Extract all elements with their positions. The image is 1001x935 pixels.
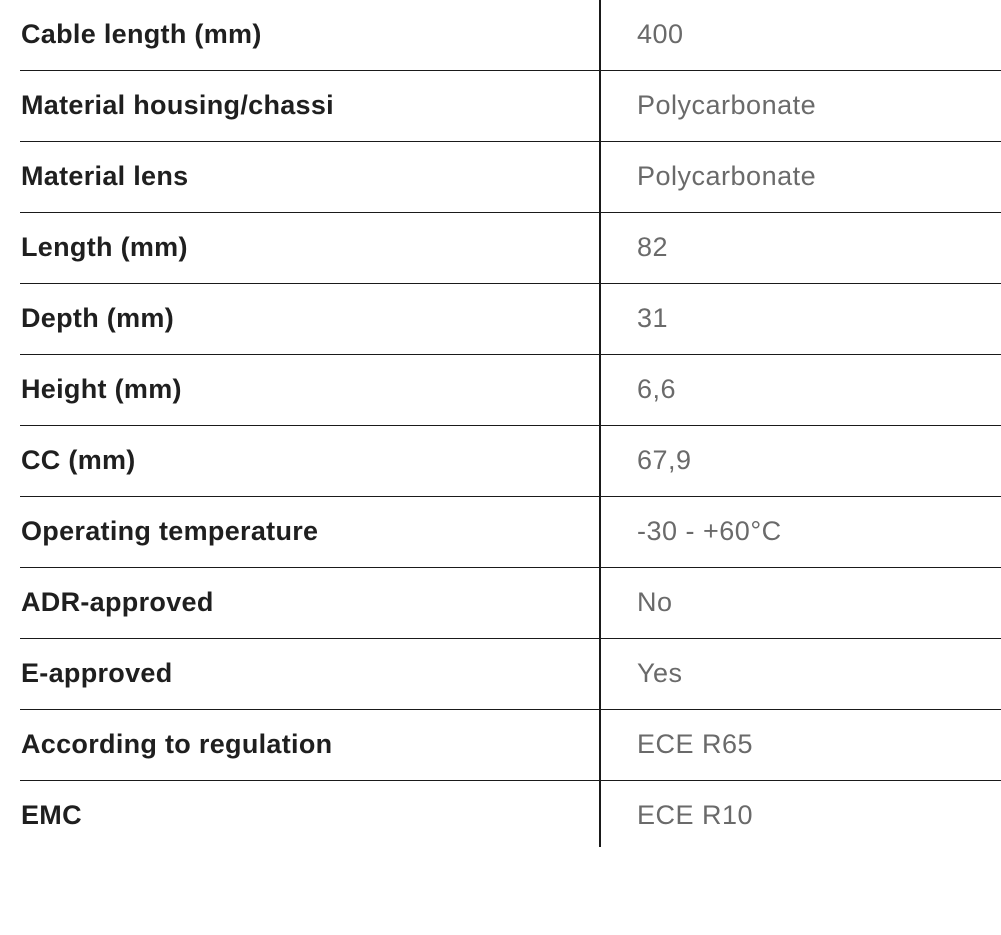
spec-row-material-lens bbox=[20, 142, 1001, 213]
spec-value: No bbox=[637, 587, 673, 617]
spec-value: Polycarbonate bbox=[637, 90, 817, 120]
spec-value: ECE R65 bbox=[637, 729, 754, 759]
spec-row-operating-temperature bbox=[20, 497, 1001, 568]
spec-row-e-approved bbox=[20, 639, 1001, 710]
spec-label: Material lens bbox=[21, 161, 189, 191]
spec-value: Yes bbox=[637, 658, 683, 688]
spec-value: 31 bbox=[637, 303, 669, 333]
spec-row-material-housing bbox=[20, 71, 1001, 142]
spec-label: EMC bbox=[21, 800, 82, 830]
spec-row-adr-approved bbox=[20, 568, 1001, 639]
spec-label: Height (mm) bbox=[21, 374, 182, 404]
spec-row-emc bbox=[20, 781, 1001, 852]
spec-row-length bbox=[20, 213, 1001, 284]
spec-label: Depth (mm) bbox=[21, 303, 174, 333]
spec-row-regulation bbox=[20, 710, 1001, 781]
spec-label: Cable length (mm) bbox=[21, 19, 262, 49]
spec-label: According to regulation bbox=[21, 729, 333, 759]
spec-label: CC (mm) bbox=[21, 445, 136, 475]
spec-label: ADR-approved bbox=[21, 587, 214, 617]
spec-row-depth bbox=[20, 284, 1001, 355]
spec-label: Material housing/chassi bbox=[21, 90, 334, 120]
spec-value: ECE R10 bbox=[637, 800, 754, 830]
spec-row-cable-length bbox=[20, 0, 1001, 71]
spec-value: -30 - +60°C bbox=[637, 516, 782, 546]
spec-label: Operating temperature bbox=[21, 516, 319, 546]
spec-label: E-approved bbox=[21, 658, 173, 688]
spec-value: 400 bbox=[637, 19, 684, 49]
spec-row-height bbox=[20, 355, 1001, 426]
spec-value: Polycarbonate bbox=[637, 161, 817, 191]
spec-label: Length (mm) bbox=[21, 232, 188, 262]
spec-table bbox=[20, 0, 1001, 852]
spec-value: 6,6 bbox=[637, 374, 677, 404]
spec-row-cc bbox=[20, 426, 1001, 497]
spec-value: 82 bbox=[637, 232, 669, 262]
spec-value: 67,9 bbox=[637, 445, 692, 475]
